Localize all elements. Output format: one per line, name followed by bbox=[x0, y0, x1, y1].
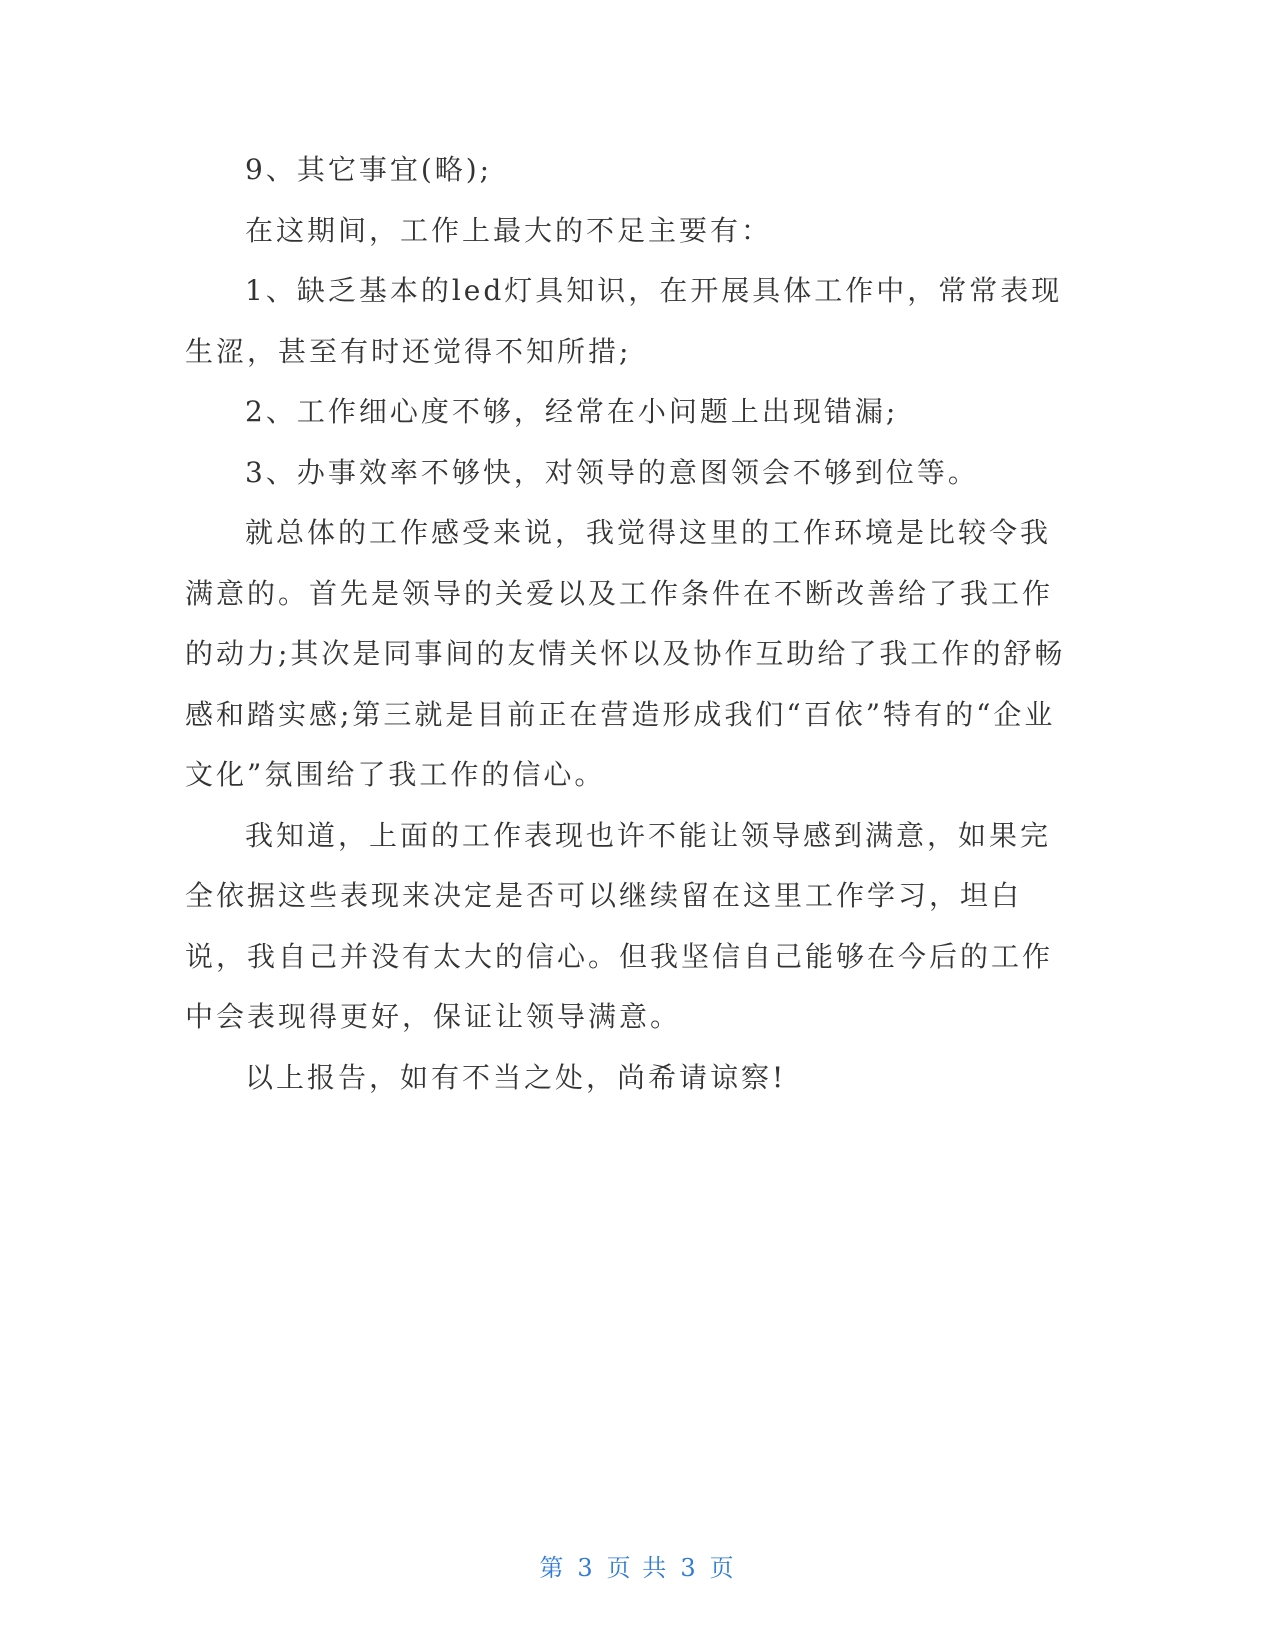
footer-mid: 页 共 bbox=[606, 1554, 669, 1582]
footer-current-page: 3 bbox=[577, 1554, 595, 1582]
footer-suffix: 页 bbox=[709, 1554, 736, 1582]
paragraph-shortcomings-intro: 在这期间，工作上最大的不足主要有： bbox=[245, 213, 773, 247]
page-number-footer bbox=[0, 1548, 1275, 1583]
paragraph-shortcoming-1: 1、缺乏基本的led灯具知识，在开展具体工作中，常常表现生涩，甚至有时还觉得不知所措; bbox=[185, 274, 1063, 368]
paragraph-shortcoming-2: 2、工作细心度不够，经常在小问题上出现错漏; bbox=[245, 395, 899, 428]
paragraph-shortcoming-3: 3、办事效率不够快，对领导的意图领会不够到位等。 bbox=[245, 455, 979, 489]
paragraph-self-assessment: 我知道，上面的工作表现也许不能让领导感到满意，如果完全依据这些表现来决定是否可以继续留在这里工作学习，坦白说，我自己并没有太大的信心。但我坚信自己能够在今后的工作中会表现得更好，保证让领导满意。 bbox=[185, 818, 1054, 1033]
paragraph-other-matters: 9、其它事宜(略); bbox=[245, 153, 493, 186]
document-body bbox=[185, 140, 1080, 1108]
footer-total-pages: 3 bbox=[680, 1554, 698, 1582]
footer-prefix: 第 bbox=[539, 1554, 566, 1582]
paragraph-overall-feeling: 就总体的工作感受来说，我觉得这里的工作环境是比较令我满意的。首先是领导的关爱以及工作条件在不断改善给了我工作的动力;其次是同事间的友情关怀以及协作互助给了我工作的舒畅感和踏实感;第三就是目前正在营造形成我们“百依”特有的“企业文化”氛围给了我工作的信心。 bbox=[185, 516, 1066, 791]
paragraph-closing: 以上报告，如有不当之处，尚希请谅察! bbox=[245, 1060, 787, 1094]
